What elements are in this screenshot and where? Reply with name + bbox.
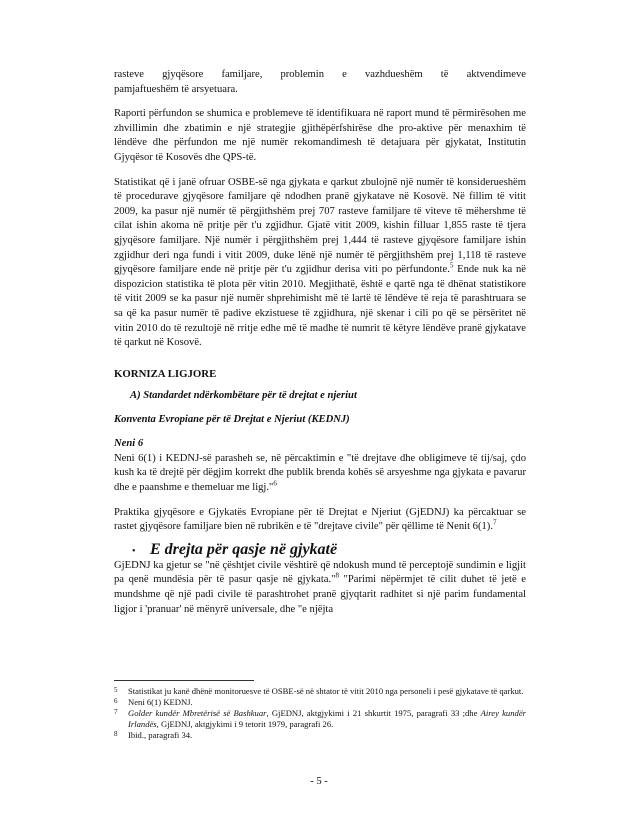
paragraph-statistics-text-b: Ende nuk ka në dispozicion statistika të plota për vitin 2010. Megjithatë, është e qartë nga të dhënat statistikore të vitit 2009 se ka pasur një numër shprehimisht më të lartë të lëndëve të reja të parashtruara se sa që ka pasur numër të padive ekzistuese të zgjidhura, një skenar i cili po që se përsëritet në vitin 2010 do të rezultojë në rritje edhe më të madhe të numrit të këtyre lëndëve pranë gjykatave të qarkut në Kosovë. [114,264,526,349]
paragraph-access-to-court [114,559,526,617]
bullet-title: E drejta për qasje në gjykatë [150,540,338,558]
subsection-heading: A) Standardet ndërkombëtare për të drejtat e njeriut [130,389,357,401]
article-text [114,452,526,496]
footnote-number: 8 [114,730,118,738]
paragraph-report-conclusion: Raporti përfundon se shumica e problemeve të identifikuara në raport mund të përmirësohen me zhvillimin dhe zbatimin e një strategjie gjithëpërfshirëse dhe pro-aktive për menaxhim të lëndëve dhe përfundon me një numër rekomandimesh të detajuara për gjykatat, Institutin Gjyqësor të Kosovës dhe QPS-të. [114,108,526,163]
bullet-item [114,541,526,559]
page-body [114,68,526,617]
footnote-text: Neni 6(1) KEDNJ. [128,697,193,707]
footnote-text-part: , GjEDNJ, aktgjykimi i 21 shkurtit 1975, paragrafi 33 ;dhe [266,708,481,718]
footnote-text-part: , GjEDNJ, aktgjykimi i 9 tetorit 1979, paragrafi 26. [156,719,334,729]
paragraph-statistics-text-a: Statistikat që i janë ofruar OSBE-së nga gjykata e qarkut zbulojnë një numër të konsiderueshëm të procedurave gjyqësore familjare që ndodhen pranë gjykatave në Kosovë. Në fillim të vitit 2009, ka pasur një numër të përgjithshëm prej 707 rasteve familjare të viteve të mëhershme të cilat ishin akoma në pritje për t'u zgjidhur. Gjatë vitit 2009, kishin filluar 1,855 raste të tjera gjyqësore familjare. Një numër i përgjithshëm prej 1,444 të rasteve gjyqësore familjare ishin zgjidhur deri nga fundi i vitit 2009, duke lënë një numër të përgjithshëm prej 1,118 të rasteve gjyqësore familjare ende në pritje për t'u zgjidhur derisa viti po përfundonte. [114,176,526,276]
footnote-ref-6[interactable]: 6 [273,479,277,488]
footnote-text [128,708,526,730]
footnote-separator [114,680,254,681]
paragraph-case-law-text: Praktika gjyqësore e Gjykatës Evropiane për të Drejtat e Njeriut (GjEDNJ) ka përcaktuar se rastet gjyqësore familjare bien në rubrikën e të "drejtave civile" për qëllime të Nenit 6(1). [114,506,526,533]
case-name-golder: Golder kundër Mbretërisë së Bashkuar [128,708,267,718]
bullet-icon: • [132,545,136,557]
continuation-line-end: pamjaftueshëm të arsyetuara. [114,83,238,95]
footnote-text: Statistikat ju kanë dhënë monitoruesve të OSBE-së në shtator të vitit 2010 nga personeli i pesë gjykatave të qarkut. [128,686,524,696]
paragraph-statistics [114,176,526,351]
page-number: - 5 - [310,776,328,787]
section-heading: KORNIZA LIGJORE [114,367,217,380]
article-text-body: Neni 6(1) i KEDNJ-së parasheh se, në përcaktimin e "të drejtave dhe obligimeve të tij/saj, çdo kush ka të drejtë për dëgjim korrekt dhe publik brenda kohës së arsyeshme nga gjykata e pavarur dhe e paanshme e themeluar me ligj." [114,452,526,494]
footnotes [114,686,526,741]
footnote-ref-7[interactable]: 7 [492,518,497,527]
footnote-ref-5[interactable]: 5 [449,261,454,270]
paragraph-case-law [114,506,526,535]
case-name-airey: Airey kundër Irlandës [128,708,526,729]
footnote-item [114,686,526,697]
footnote-number: 5 [114,686,118,694]
footnote-ref-8[interactable]: 8 [335,571,339,580]
paragraph-access-text-a: GjEDNJ ka gjetur se "në çështjet civile vështirë që ndokush mund të perceptojë sundimin e ligjit pa qenë mundësia për të pasur qasje në gjykata." [114,559,526,586]
continuation-line: rasteve gjyqësore familjare, problemin e vazhdueshëm të aktvendimeve [114,69,526,80]
footnote-text: Ibid., paragrafi 34. [128,730,193,740]
footnote-item [114,730,526,741]
footnote-item [114,697,526,708]
footnote-item [114,708,526,730]
article-title: Neni 6 [114,438,144,450]
convention-title: Konventa Evropiane për të Drejtat e Njeriut (KEDNJ) [114,413,350,425]
footnote-number: 7 [114,708,118,716]
footnote-number: 6 [114,697,118,705]
paragraph-access-text-b: "Parimi nëpërmjet të cilit duhet të jetë e mundshme që një padi civile të parashtrohet pranë gjyqtarit radhitet si një parim fundamental ligjor i 'pranuar' në mënyrë universale, dhe "e njëjta [114,574,526,615]
